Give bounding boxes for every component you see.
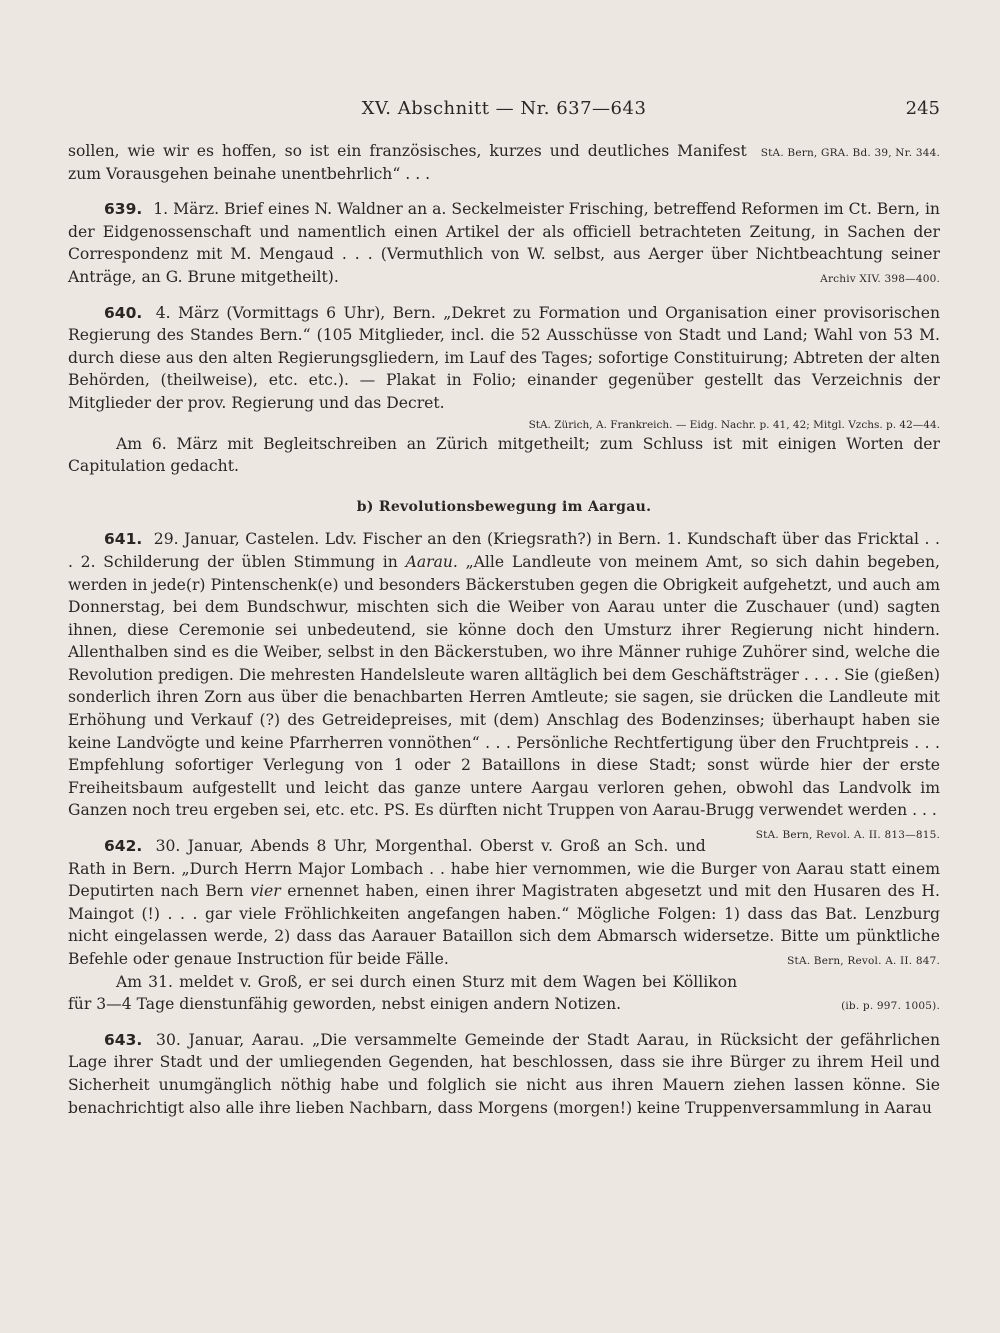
entry-643 — [68, 1029, 940, 1119]
page-header — [68, 98, 940, 126]
entry-642-followup-source: (ib. p. 997. 1005). — [841, 1000, 940, 1013]
entry-641 — [68, 528, 940, 842]
page-number: 245 — [905, 98, 940, 119]
document-body — [68, 140, 940, 1119]
intro-text: sollen, wie wir es hoffen, so ist ein französisches, kurzes und deutliches Manifest zum Vorausgehen beinahe unentbehrlich“ . . . — [68, 142, 747, 183]
entry-640-number: 640. — [104, 303, 143, 322]
entry-642-source: StA. Bern, Revol. A. II. 847. — [787, 955, 940, 967]
entry-642-followup — [68, 971, 940, 1016]
entry-642-followup-text: Am 31. meldet v. Groß, er sei durch einen Sturz mit dem Wagen bei Köllikon für 3—4 Tage dienstunfähig geworden, nebst einigen andern Notizen. — [68, 972, 738, 1014]
entry-643-text: 30. Januar, Aarau. „Die versammelte Gemeinde der Stadt Aarau, in Rücksicht der gefährlichen Lage ihrer Stadt und der umliegenden Gegenden, hat beschlossen, dass sie ihre Bürger zu ihrem Heil und Sicherheit unumgänglich nöthig habe und folglich sie nicht aus ihren Mauern ziehen lassen könne. Sie benachrichtigt also alle ihre lieben Nachbarn, dass Morgens (morgen!) keine Truppenversammlung in Aarau — [68, 1030, 940, 1117]
entry-639-number: 639. — [104, 200, 143, 219]
entry-639 — [68, 198, 940, 288]
entry-642-text-a: 30. Januar, Abends 8 Uhr, Morgenthal. Oberst v. Groß an Sch. und Rath in Bern. „Durch Herrn Major Lombach . . habe hier vernommen, wie die Burger von Aarau statt einem Deputirten nach Bern — [68, 837, 940, 901]
entry-640-source: StA. Zürich, A. Frankreich. — Eidg. Nachr. p. 41, 42; Mitgl. Vzchs. p. 42—44. — [528, 418, 940, 431]
entry-642-text-b: ernennet haben, einen ihrer Magistraten abgesetzt und mit den Husaren des H. Maingot (!) . . . gar viele Fröhlichkeiten angefangen haben.“ Mögliche Folgen: 1) dass das Bat. Lenzburg nicht eingelassen werde, 2) dass das Aarauer Bataillon sich dem Abmarsch widersetze. Bitte um pünktliche Befehle oder genaue Instruction für beide Fälle. — [68, 882, 940, 968]
entry-642-number: 642. — [104, 837, 143, 856]
entry-641-number: 641. — [104, 530, 143, 549]
entry-643-number: 643. — [104, 1030, 143, 1049]
entry-640-text: 4. März (Vormittags 6 Uhr), Bern. „Dekret zu Formation und Organisation einer provisorischen Regierung des Standes Bern.“ (105 Mitglieder, incl. die 52 Ausschüsse von Stadt und Land; Wahl von 53 M. durch diese aus den alten Regierungsgliedern, im Lauf des Tages; sofortige Constituirung; Abtreten der alten Behörden, (theilweise), etc. etc.). — Plakat in Folio; einander gegenüber gestellt das Verzeichnis der Mitglieder der prov. Regierung und das Decret. — [68, 303, 940, 412]
intro-source: StA. Bern, GRA. Bd. 39, Nr. 344. — [760, 147, 940, 159]
entry-639-text: 1. März. Brief eines N. Waldner an a. Seckelmeister Frisching, betreffend Reformen im Ct. Bern, in der Eidgenossenschaft und namentlich einen Artikel der als officiell betrachteten Zeitung, in Sachen der Correspondenz mit M. Mengaud . . . (Vermuthlich von W. selbst, aus Aerger über Nichtbeachtung seiner Anträge, an G. Brune mitgetheilt). — [68, 200, 940, 286]
entry-639-source: Archiv XIV. 398—400. — [820, 272, 940, 285]
entry-641-text-em: Aarau. — [405, 552, 458, 571]
entry-641-source: StA. Bern, Revol. A. II. 813—815. — [755, 829, 940, 842]
entry-641-text-a: 29. Januar, Castelen. Ldv. Fischer an den (Kriegsrath?) in Bern. 1. Kundschaft über das Fricktal . . . 2. Schilderung der üblen Stimmung in — [68, 530, 940, 571]
section-heading: b) Revolutionsbewegung im Aargau. — [356, 498, 652, 515]
intro-paragraph — [68, 140, 940, 185]
entry-640 — [68, 302, 940, 415]
entry-641-text-b: „Alle Landleute von meinem Amt, so sich dahin begeben, werden in jede(r) Pintenschenk(e) und besonders Bäckerstuben gegen die Obrigkeit aufgehetzt, und auch am Donnerstag, bei dem Bundschwur, mischten sich die Weiber von Aarau unter die Zuschauer (und) sagten ihnen, diese Ceremonie sei unbedeutend, sie könne doch den Umsturz ihrer Regierung nicht hindern. Allenthalben sind es die Weiber, selbst in den Bäckerstuben, wo ihre Männer ruhige Zuhörer sind, welche die Revolution predigen. Die mehresten Handelsleute waren alltäglich bei dem Geschäftsträger . . . . Sie (gießen) sonderlich ihren Zorn aus über die benachbarten Herren Amtleute; sie sagen, sie drücken die Landleute mit Erhöhung und Verkauf (?) des Getreidepreises, mit (dem) Anschlag des Bodenzinses; überhaupt haben sie keine Landvögte und keine Pfarrherren vonnöthen“ . . . Persönliche Rechtfertigung über den Fruchtpreis . . . Empfehlung sofortiger Verlegung von 1 oder 2 Bataillons in diese Stadt; sonst würde hier der erste Freiheitsbaum aufgestellt und leicht das ganze untere Aargau verloren gehen, obwohl das Landvolk im Ganzen noch treu ergeben sei, etc. etc. PS. Es dürften nicht Truppen von Aarau-Brugg verwendet werden . . . — [68, 552, 940, 820]
running-title: XV. Abschnitt — Nr. 637—643 — [361, 98, 647, 119]
entry-642-text-em: vier — [250, 882, 281, 901]
entry-640-followup: Am 6. März mit Begleitschreiben an Zürich mitgetheilt; zum Schluss ist mit einigen Worten der Capitulation gedacht. — [68, 434, 940, 476]
entry-642 — [68, 835, 940, 971]
